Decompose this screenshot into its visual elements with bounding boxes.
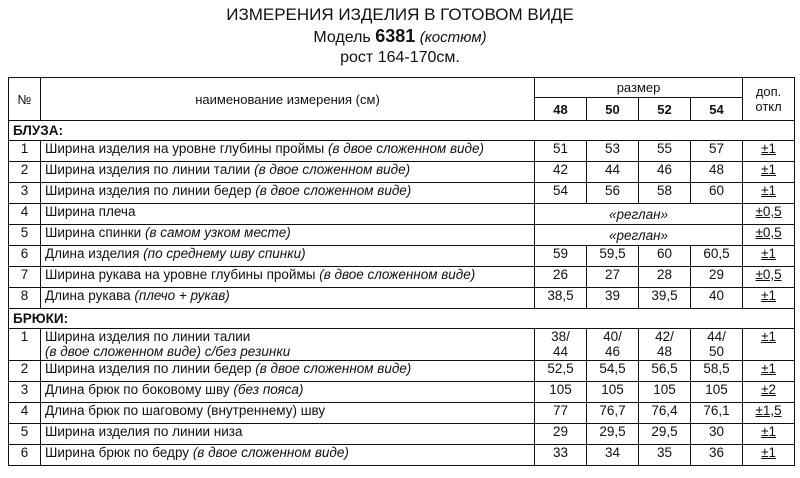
- table-row: [9, 403, 795, 424]
- size-value-cell: [587, 288, 639, 309]
- size-value: 29,5: [651, 424, 678, 439]
- size-value-cell: [535, 329, 587, 361]
- size-value-cell: [587, 183, 639, 204]
- size-value-cell: [691, 162, 743, 183]
- measurement-name-cell: [41, 382, 535, 403]
- measurement-note: (в двое сложенном виде): [327, 141, 484, 156]
- size-value-cell: [639, 246, 691, 267]
- size-value-cell: [587, 162, 639, 183]
- measurement-name-cell: [41, 225, 535, 246]
- size-value-cell: [535, 267, 587, 288]
- col-name-header: наименование измерения (см): [41, 78, 535, 121]
- table-row: [9, 361, 795, 382]
- size-value: 42/: [655, 329, 674, 344]
- size-value-cell: [691, 445, 743, 466]
- size-value: 60,5: [703, 246, 730, 261]
- deviation-value-cell: [743, 141, 795, 162]
- size-value: 38,5: [547, 288, 574, 303]
- measurement-name-cell: [41, 403, 535, 424]
- deviation-value: ±1,5: [755, 403, 782, 418]
- deviation-value: ±1: [761, 445, 776, 460]
- size-value-cell: [587, 246, 639, 267]
- col-deviation-header: [743, 78, 795, 121]
- table-row: [9, 288, 795, 309]
- measurement-note: (в двое сложенном виде) с/без резинки: [45, 344, 291, 359]
- deviation-value-cell: [743, 288, 795, 309]
- size-value: 46: [604, 344, 621, 359]
- size-value: 48: [709, 162, 725, 177]
- size-value: 105: [705, 382, 728, 397]
- size-value: 28: [656, 267, 673, 282]
- deviation-value-cell: [743, 267, 795, 288]
- measurement-name: Ширина изделия на уровне глубины проймы: [45, 141, 325, 156]
- deviation-value-cell: [743, 246, 795, 267]
- section-title: БЛУЗА:: [9, 121, 795, 141]
- size-value-cell: [535, 403, 587, 424]
- size-value: 59: [552, 246, 569, 261]
- measurement-name: Длина брюк по шаговому (внутреннему) шву: [45, 403, 326, 418]
- size-value-cell: [587, 445, 639, 466]
- size-value-cell: [639, 288, 691, 309]
- raglan-value: «реглан»: [535, 225, 743, 246]
- table-row: [9, 141, 795, 162]
- size-value: 60: [656, 246, 673, 261]
- size-value: 39: [604, 288, 621, 303]
- row-number: 5: [9, 225, 41, 246]
- row-number: 3: [9, 382, 41, 403]
- raglan-value: «реглан»: [535, 204, 743, 225]
- row-number: 1: [9, 329, 41, 361]
- size-value-cell: [691, 288, 743, 309]
- measurement-note: (в двое сложенном виде): [255, 183, 412, 198]
- deviation-value-cell: [743, 403, 795, 424]
- table-body: [9, 121, 795, 466]
- size-value: 76,4: [651, 403, 678, 418]
- measurement-name-cell: [41, 183, 535, 204]
- size-value: 59,5: [599, 246, 626, 261]
- size-value-cell: [535, 424, 587, 445]
- measurement-name-cell: [41, 361, 535, 382]
- measurement-note: (в двое сложенном виде): [319, 267, 476, 282]
- size-header: 54: [691, 98, 743, 121]
- size-value: 57: [709, 141, 725, 156]
- size-value-cell: [535, 382, 587, 403]
- size-value: 29: [552, 424, 569, 439]
- size-value-cell: [691, 403, 743, 424]
- measurement-note: (в двое сложенном виде): [254, 162, 411, 177]
- measurement-name: Ширина изделия по линии бедер: [45, 183, 252, 198]
- size-value: 51: [552, 141, 569, 156]
- size-value-cell: [535, 361, 587, 382]
- size-value-cell: [587, 267, 639, 288]
- measurement-note: (плечо + рукав): [134, 288, 230, 303]
- measurement-note: (в двое сложенном виде): [255, 361, 412, 376]
- measurement-name-cell: [41, 141, 535, 162]
- size-value: 27: [604, 267, 621, 282]
- measurement-note: (в двое сложенном виде): [192, 445, 349, 460]
- size-value-cell: [639, 162, 691, 183]
- row-number: 2: [9, 361, 41, 382]
- size-value: 54: [552, 183, 569, 198]
- measurement-name-cell: [41, 329, 535, 361]
- size-value-cell: [639, 141, 691, 162]
- size-value-cell: [691, 267, 743, 288]
- table-row: [9, 382, 795, 403]
- size-value: 54,5: [599, 361, 626, 376]
- size-value: 48: [656, 344, 673, 359]
- size-value-cell: [535, 288, 587, 309]
- size-value: 42: [552, 162, 569, 177]
- size-value-cell: [587, 361, 639, 382]
- measurement-name: Ширина изделия по линии бедер: [45, 361, 252, 376]
- size-value-cell: [691, 382, 743, 403]
- size-value: 40: [709, 288, 725, 303]
- document-title: ИЗМЕРЕНИЯ ИЗДЕЛИЯ В ГОТОВОМ ВИДЕ: [226, 5, 574, 24]
- measurement-note: (без пояса): [233, 382, 304, 397]
- model-note: (костюм): [419, 29, 487, 46]
- size-value-cell: [691, 141, 743, 162]
- size-value: 38/: [551, 329, 570, 344]
- deviation-value: ±1: [761, 246, 776, 261]
- measurement-note: (в самом узком месте): [144, 225, 291, 240]
- section-title: БРЮКИ:: [9, 309, 795, 329]
- size-value-cell: [639, 267, 691, 288]
- model-number: 6381: [375, 26, 416, 46]
- size-value-cell: [587, 424, 639, 445]
- size-value: 77: [552, 403, 569, 418]
- size-value: 26: [552, 267, 569, 282]
- size-value: 44: [552, 344, 569, 359]
- size-value-cell: [587, 141, 639, 162]
- table-row: [9, 267, 795, 288]
- section-header-row: [9, 309, 795, 329]
- deviation-value-cell: [743, 382, 795, 403]
- row-number: 4: [9, 403, 41, 424]
- size-value: 76,1: [703, 403, 730, 418]
- row-number: 8: [9, 288, 41, 309]
- size-value: 46: [656, 162, 673, 177]
- measurement-name: Ширина рукава на уровне глубины проймы: [45, 267, 316, 282]
- size-value: 50: [709, 344, 725, 359]
- size-value: 56: [604, 183, 621, 198]
- size-value-cell: [691, 361, 743, 382]
- deviation-value: ±1: [761, 288, 776, 303]
- measurement-name-cell: [41, 288, 535, 309]
- table-row: [9, 225, 795, 246]
- table-row: [9, 183, 795, 204]
- size-value: 58,5: [703, 361, 730, 376]
- deviation-header-line2: откл: [755, 99, 782, 114]
- measurement-name: Длина изделия: [45, 246, 140, 261]
- row-number: 1: [9, 141, 41, 162]
- size-value-cell: [691, 329, 743, 361]
- deviation-value: ±0,5: [755, 267, 782, 282]
- deviation-value-cell: [743, 424, 795, 445]
- size-value: 105: [549, 382, 572, 397]
- size-value: 34: [604, 445, 621, 460]
- measurement-name-cell: [41, 267, 535, 288]
- size-value-cell: [587, 329, 639, 361]
- size-value: 36: [709, 445, 725, 460]
- deviation-value-cell: [743, 361, 795, 382]
- row-number: 6: [9, 445, 41, 466]
- measurement-name: Ширина изделия по линии талии: [45, 162, 251, 177]
- row-number: 5: [9, 424, 41, 445]
- size-value: 105: [601, 382, 624, 397]
- size-value-cell: [535, 141, 587, 162]
- size-value: 105: [653, 382, 676, 397]
- deviation-value-cell: [743, 329, 795, 361]
- measurement-name: Ширина изделия по линии низа: [45, 424, 243, 439]
- model-label: Модель: [313, 29, 371, 46]
- measurement-name: Ширина плеча: [45, 204, 136, 219]
- measurement-name: Длина рукава: [45, 288, 131, 303]
- row-number: 6: [9, 246, 41, 267]
- deviation-value: ±1: [761, 424, 776, 439]
- deviation-value-cell: [743, 445, 795, 466]
- size-value-cell: [587, 382, 639, 403]
- size-value: 30: [709, 424, 725, 439]
- size-value-cell: [691, 183, 743, 204]
- size-value: 35: [656, 445, 673, 460]
- size-value: 39,5: [651, 288, 678, 303]
- size-value-cell: [639, 445, 691, 466]
- deviation-value: ±1: [761, 361, 776, 376]
- measurement-name-cell: [41, 424, 535, 445]
- size-value-cell: [639, 329, 691, 361]
- size-header: 50: [587, 98, 639, 121]
- measurement-name-cell: [41, 162, 535, 183]
- measurement-name: Длина брюк по боковому шву: [45, 382, 230, 397]
- deviation-value-cell: [743, 204, 795, 225]
- deviation-value-cell: [743, 162, 795, 183]
- table-row: [9, 162, 795, 183]
- row-number: 3: [9, 183, 41, 204]
- measurement-name: Ширина брюк по бедру: [45, 445, 190, 460]
- deviation-value: ±1: [761, 141, 776, 156]
- size-value-cell: [535, 246, 587, 267]
- size-header: 52: [639, 98, 691, 121]
- deviation-value-cell: [743, 225, 795, 246]
- deviation-value-cell: [743, 183, 795, 204]
- col-size-header: размер: [535, 78, 743, 98]
- deviation-value: ±0,5: [755, 225, 782, 240]
- table-row: [9, 204, 795, 225]
- table-row: [9, 329, 795, 361]
- deviation-value: ±1: [761, 162, 776, 177]
- size-value: 60: [709, 183, 725, 198]
- table-row: [9, 445, 795, 466]
- size-value-cell: [587, 403, 639, 424]
- deviation-value: ±2: [761, 382, 776, 397]
- size-value: 44: [604, 162, 621, 177]
- measurement-name: Ширина спинки: [45, 225, 142, 240]
- size-value: 56,5: [651, 361, 678, 376]
- col-number-header: №: [9, 78, 41, 121]
- size-value-cell: [691, 246, 743, 267]
- deviation-value: ±1: [761, 183, 776, 198]
- measurement-name-cell: [41, 246, 535, 267]
- measurement-note: (по среднему шву спинки): [143, 246, 306, 261]
- size-value-cell: [639, 361, 691, 382]
- deviation-value: ±1: [761, 329, 776, 344]
- size-value: 29,5: [599, 424, 626, 439]
- size-value-cell: [691, 424, 743, 445]
- size-value: 44/: [707, 329, 726, 344]
- size-value: 33: [552, 445, 569, 460]
- table-row: [9, 246, 795, 267]
- row-number: 4: [9, 204, 41, 225]
- table-row: [9, 424, 795, 445]
- size-value: 58: [656, 183, 673, 198]
- measurement-name: Ширина изделия по линии талии: [45, 329, 251, 344]
- size-value: 52,5: [547, 361, 574, 376]
- measurement-name-cell: [41, 445, 535, 466]
- model-line: [0, 26, 800, 47]
- size-value: 40/: [603, 329, 622, 344]
- deviation-header-line1: доп.: [755, 84, 782, 99]
- size-header: 48: [535, 98, 587, 121]
- size-value-cell: [639, 424, 691, 445]
- section-header-row: [9, 121, 795, 141]
- row-number: 2: [9, 162, 41, 183]
- deviation-value: ±0,5: [755, 204, 782, 219]
- size-value: 76,7: [599, 403, 626, 418]
- size-value-cell: [639, 183, 691, 204]
- size-value-cell: [535, 445, 587, 466]
- measurements-table: [8, 77, 795, 466]
- size-value-cell: [535, 162, 587, 183]
- size-value: 55: [656, 141, 673, 156]
- size-value-cell: [639, 403, 691, 424]
- size-value-cell: [535, 183, 587, 204]
- height-line: рост 164-170см.: [340, 49, 460, 66]
- row-number: 7: [9, 267, 41, 288]
- size-value: 29: [709, 267, 725, 282]
- measurement-name-cell: [41, 204, 535, 225]
- size-value: 53: [604, 141, 621, 156]
- size-value-cell: [639, 382, 691, 403]
